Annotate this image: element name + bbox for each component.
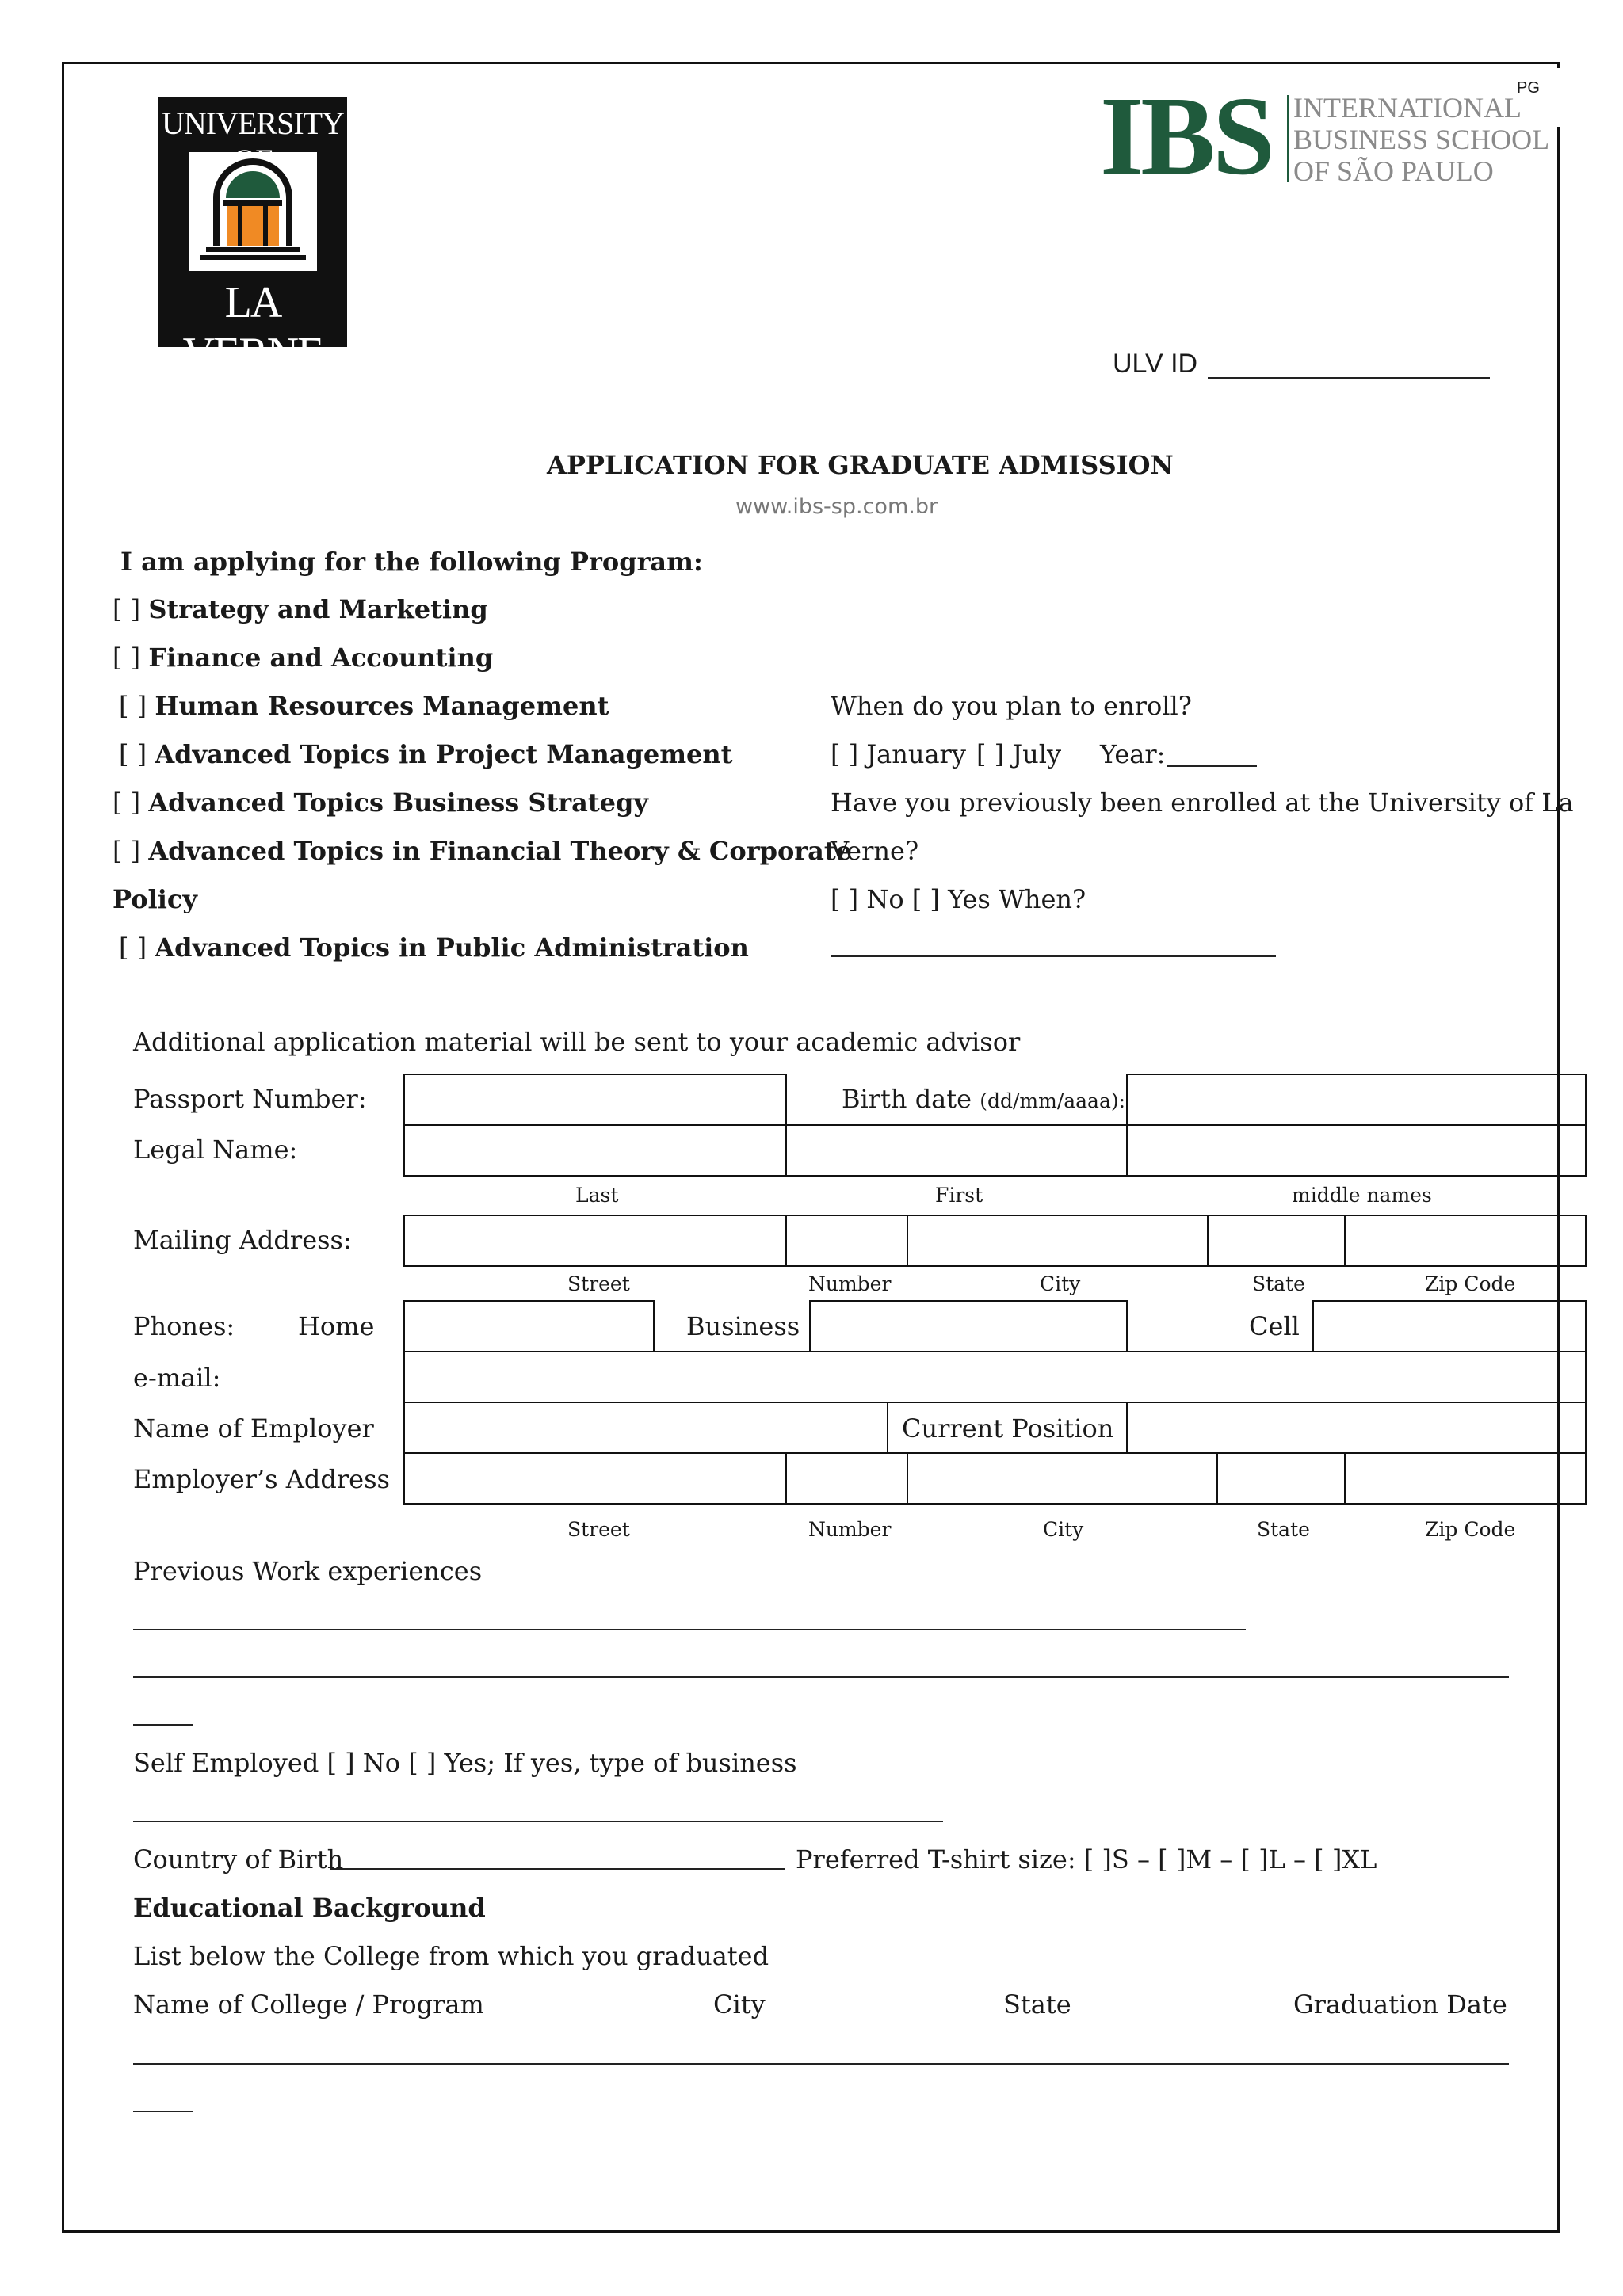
home-phone-label: Home — [298, 1311, 375, 1341]
enroll-year-field[interactable] — [1167, 765, 1257, 767]
self-employed-options[interactable]: Self Employed [ ] No [ ] Yes; If yes, type of business — [133, 1748, 797, 1778]
tshirt-size-options[interactable]: Preferred T-shirt size: [ ]S – [ ]M – [ ]L – [ ]XL — [796, 1844, 1377, 1875]
email-label: e-mail: — [133, 1363, 221, 1393]
program-label: Advanced Topics in Financial Theory & Corporate — [148, 836, 853, 866]
program-label: Advanced Topics in Project Management — [155, 739, 733, 769]
program-label: Advanced Topics Business Strategy — [148, 788, 648, 818]
employer-number-input[interactable] — [785, 1452, 908, 1505]
previous-work-line-3[interactable] — [133, 1724, 193, 1726]
mailing-city-input[interactable] — [907, 1215, 1209, 1267]
enroll-january-option[interactable]: [ ] January — [831, 739, 966, 769]
college-city-column: City — [713, 1989, 766, 2019]
employer-state-input[interactable] — [1216, 1452, 1346, 1505]
employer-label: Name of Employer — [133, 1413, 374, 1444]
last-name-input[interactable] — [403, 1124, 787, 1177]
home-phone-input[interactable] — [403, 1300, 655, 1352]
country-of-birth-field[interactable] — [330, 1868, 785, 1870]
cell-phone-input[interactable] — [1312, 1300, 1587, 1352]
checkbox[interactable]: [ ] — [119, 933, 147, 963]
education-line-1[interactable] — [133, 2063, 1509, 2065]
phones-label: Phones: — [133, 1311, 235, 1341]
employer-number-caption: Number — [808, 1518, 892, 1541]
mailing-zip-input[interactable] — [1344, 1215, 1587, 1267]
education-instruction: List below the College from which you graduated — [133, 1941, 769, 1971]
ibs-logo-line3: OF SÃO PAULO — [1293, 155, 1494, 187]
email-input[interactable] — [403, 1351, 1587, 1403]
middle-names-input[interactable] — [1126, 1124, 1587, 1177]
employer-street-caption: Street — [567, 1518, 630, 1541]
previous-enrollment-question: Have you previously been enrolled at the University of La — [831, 788, 1574, 818]
employer-address-label: Employer’s Address — [133, 1464, 390, 1494]
ulv-id-label: ULV ID — [1113, 349, 1198, 379]
employer-state-caption: State — [1257, 1518, 1310, 1541]
program-label: Finance and Accounting — [148, 643, 494, 673]
mailing-street-input[interactable] — [403, 1215, 787, 1267]
mailing-city-caption: City — [1040, 1272, 1081, 1295]
birth-date-text: Birth date — [842, 1084, 972, 1114]
employer-city-input[interactable] — [907, 1452, 1218, 1505]
enroll-year-label: Year: — [1100, 739, 1166, 769]
passport-input[interactable] — [403, 1074, 787, 1126]
pg-tag: PG — [1517, 79, 1540, 97]
ulv-id-field[interactable] — [1208, 377, 1490, 379]
current-position-input[interactable] — [1126, 1402, 1587, 1454]
graduation-date-column: Graduation Date — [1293, 1989, 1507, 2019]
employer-city-caption: City — [1043, 1518, 1084, 1541]
mailing-state-input[interactable] — [1207, 1215, 1346, 1267]
program-option-business-strategy[interactable] — [113, 788, 648, 818]
ibs-logo-words — [1293, 92, 1549, 187]
university-of-la-verne-logo — [158, 97, 347, 378]
middle-names-caption: middle names — [1292, 1184, 1432, 1207]
mailing-state-caption: State — [1252, 1272, 1305, 1295]
ibs-logo-line2: BUSINESS SCHOOL — [1293, 124, 1550, 155]
program-label: Strategy and Marketing — [148, 594, 488, 624]
checkbox[interactable]: [ ] — [119, 739, 147, 769]
program-option-public-administration[interactable] — [119, 933, 749, 963]
birth-date-label — [842, 1084, 1125, 1114]
mailing-number-caption: Number — [808, 1272, 892, 1295]
college-state-column: State — [1003, 1989, 1071, 2019]
mailing-street-caption: Street — [567, 1272, 630, 1295]
education-line-2[interactable] — [133, 2111, 193, 2112]
first-name-input[interactable] — [785, 1124, 1128, 1177]
employer-zip-caption: Zip Code — [1425, 1518, 1516, 1541]
birth-date-format: (dd/mm/aaaa): — [980, 1089, 1126, 1112]
employer-input[interactable] — [403, 1402, 888, 1454]
form-title: APPLICATION FOR GRADUATE ADMISSION — [547, 450, 1174, 480]
checkbox[interactable]: [ ] — [113, 836, 141, 866]
passport-label: Passport Number: — [133, 1084, 367, 1114]
previous-enrollment-options[interactable]: [ ] No [ ] Yes When? — [831, 884, 1086, 914]
program-option-financial-theory[interactable] — [113, 836, 852, 866]
mailing-address-label: Mailing Address: — [133, 1225, 352, 1255]
previous-enrollment-question-wrap: Verne? — [831, 836, 919, 866]
legal-name-label: Legal Name: — [133, 1135, 298, 1165]
business-phone-input[interactable] — [809, 1300, 1128, 1352]
checkbox[interactable]: [ ] — [113, 643, 141, 673]
cell-phone-label: Cell — [1249, 1311, 1300, 1341]
previous-work-label: Previous Work experiences — [133, 1556, 483, 1586]
checkbox[interactable]: [ ] — [113, 594, 141, 624]
first-name-caption: First — [935, 1184, 983, 1207]
ibs-logo-line1: INTERNATIONAL — [1293, 92, 1522, 124]
program-option-strategy-marketing[interactable] — [113, 594, 488, 624]
additional-material-note: Additional application material will be sent to your academic advisor — [133, 1027, 1021, 1057]
program-option-finance-accounting[interactable] — [113, 643, 493, 673]
program-option-project-management[interactable] — [119, 739, 732, 769]
current-position-label: Current Position — [902, 1413, 1114, 1444]
enroll-question: When do you plan to enroll? — [831, 691, 1192, 721]
checkbox[interactable]: [ ] — [119, 691, 147, 721]
program-label: Human Resources Management — [155, 691, 609, 721]
program-label: Advanced Topics in Public Administration — [155, 933, 749, 963]
ibs-logo-letters: IBS — [1100, 73, 1272, 198]
business-type-field[interactable] — [133, 1821, 943, 1822]
education-heading: Educational Background — [133, 1893, 486, 1923]
country-of-birth-label: Country of Birth — [133, 1844, 344, 1875]
mailing-zip-caption: Zip Code — [1425, 1272, 1516, 1295]
previous-work-line-2[interactable] — [133, 1676, 1509, 1678]
programs-heading: I am applying for the following Program: — [120, 547, 703, 577]
ibs-logo-divider — [1287, 95, 1289, 182]
program-option-hr-management[interactable] — [119, 691, 609, 721]
website-url: www.ibs-sp.com.br — [735, 494, 938, 519]
birth-date-input[interactable] — [1126, 1074, 1587, 1126]
employer-zip-input[interactable] — [1344, 1452, 1587, 1505]
business-phone-label: Business — [686, 1311, 800, 1341]
employer-street-input[interactable] — [403, 1452, 787, 1505]
ulv-logo-top-text: UNIVERSITY — [162, 105, 344, 141]
previous-enrollment-when-field[interactable] — [831, 955, 1276, 957]
mailing-number-input[interactable] — [785, 1215, 908, 1267]
checkbox[interactable]: [ ] — [113, 788, 141, 818]
ulv-logo-bottom-text: LA VERNE — [182, 278, 323, 378]
previous-work-line-1[interactable] — [133, 1629, 1246, 1630]
enroll-july-option[interactable]: [ ] July — [976, 739, 1062, 769]
last-name-caption: Last — [575, 1184, 619, 1207]
program-label-wrap: Policy — [113, 884, 197, 914]
college-name-column: Name of College / Program — [133, 1989, 484, 2019]
ulv-gate-emblem — [189, 152, 317, 271]
